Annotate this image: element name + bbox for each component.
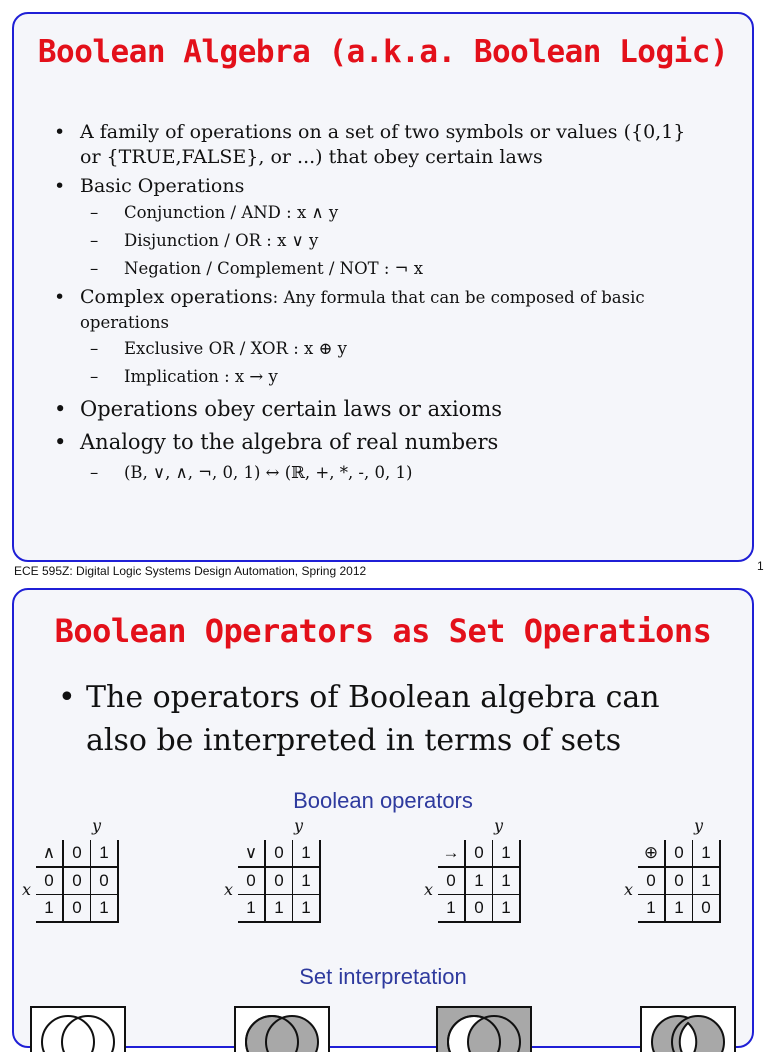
operator-symbol: ∧ xyxy=(36,840,63,867)
table-cell: 1 xyxy=(493,867,521,895)
bullet-laws: • Operations obey certain laws or axioms xyxy=(54,397,503,421)
operator-symbol: ⊕ xyxy=(638,840,665,867)
bullet-dot: • xyxy=(54,121,66,143)
x-variable-label: x xyxy=(424,880,434,899)
truth-table xyxy=(638,840,721,923)
row-header: 1 xyxy=(238,895,265,923)
table-cell: 0 xyxy=(265,867,293,895)
boolean-operators-heading: Boolean operators xyxy=(293,788,473,813)
slide-1-title: Boolean Algebra (a.k.a. Boolean Logic) xyxy=(37,34,729,70)
bullet-family: • A family of operations on a set of two symbols or values ({0,1} or {TRUE,FALSE}, or ...) that obey certain laws xyxy=(54,121,686,168)
page-number: 1 xyxy=(757,559,764,573)
sub-xor: – Exclusive OR / XOR : x ⊕ y xyxy=(90,339,347,358)
bullet-complex-operations: • Complex operations: Any formula that can be composed of basic operations xyxy=(54,286,645,332)
slide-footer: ECE 595Z: Digital Logic Systems Design Automation, Spring 2012 xyxy=(14,564,367,578)
operator-symbol: ∨ xyxy=(238,840,265,867)
x-variable-label: x xyxy=(22,880,32,899)
table-cell: 0 xyxy=(665,867,693,895)
column-header: 1 xyxy=(693,840,721,867)
column-header: 1 xyxy=(91,840,119,867)
slide-2 xyxy=(12,588,754,1048)
table-cell: 0 xyxy=(91,867,119,895)
row-header: 0 xyxy=(438,867,465,895)
bullet-set-interpretation: • The operators of Boolean algebra can also be interpreted in terms of sets xyxy=(58,680,660,758)
column-header: 0 xyxy=(465,840,493,867)
truth-table xyxy=(36,840,119,923)
row-header: 0 xyxy=(36,867,63,895)
table-cell: 1 xyxy=(293,867,321,895)
sub-implication: – Implication : x → y xyxy=(90,367,278,386)
y-variable-label: y xyxy=(92,816,102,835)
row-header: 1 xyxy=(638,895,665,923)
y-variable-label: y xyxy=(494,816,504,835)
sub-disjunction: – Disjunction / OR : x ∨ y xyxy=(90,231,319,250)
table-cell: 1 xyxy=(91,895,119,923)
y-variable-label: y xyxy=(694,816,704,835)
x-variable-label: x xyxy=(224,880,234,899)
truth-table-xor xyxy=(624,816,744,932)
column-header: 1 xyxy=(493,840,521,867)
table-cell: 0 xyxy=(63,867,91,895)
venn-and xyxy=(30,1006,126,1052)
column-header: 0 xyxy=(265,840,293,867)
table-cell: 0 xyxy=(63,895,91,923)
row-header: 1 xyxy=(36,895,63,923)
truth-table-implication xyxy=(424,816,544,932)
table-cell: 0 xyxy=(465,895,493,923)
table-cell: 1 xyxy=(665,895,693,923)
table-cell: 1 xyxy=(693,867,721,895)
sub-analogy: – (B, ∨, ∧, ¬, 0, 1) ↔ (ℝ, +, *, -, 0, 1) xyxy=(90,463,413,482)
bullet-basic-operations: • Basic Operations xyxy=(54,175,245,197)
truth-table-and xyxy=(22,816,142,932)
venn-xor xyxy=(640,1006,736,1052)
truth-table xyxy=(238,840,321,923)
row-header: 0 xyxy=(638,867,665,895)
column-header: 0 xyxy=(63,840,91,867)
venn-or xyxy=(234,1006,330,1052)
venn-implication xyxy=(436,1006,532,1052)
table-cell: 1 xyxy=(493,895,521,923)
row-header: 1 xyxy=(438,895,465,923)
column-header: 1 xyxy=(293,840,321,867)
sub-negation: – Negation / Complement / NOT : ¬ x xyxy=(90,259,424,278)
table-cell: 0 xyxy=(693,895,721,923)
y-variable-label: y xyxy=(294,816,304,835)
slide-1 xyxy=(12,12,754,562)
truth-table-or xyxy=(224,816,344,932)
table-cell: 1 xyxy=(265,895,293,923)
table-cell: 1 xyxy=(465,867,493,895)
sub-conjunction: – Conjunction / AND : x ∧ y xyxy=(90,203,339,222)
x-variable-label: x xyxy=(624,880,634,899)
truth-table xyxy=(438,840,521,923)
slide-2-title: Boolean Operators as Set Operations xyxy=(54,612,712,650)
row-header: 0 xyxy=(238,867,265,895)
operator-symbol: → xyxy=(438,840,465,867)
slide-1-bullets xyxy=(52,120,724,487)
column-header: 0 xyxy=(665,840,693,867)
bullet-analogy: • Analogy to the algebra of real numbers xyxy=(54,430,499,454)
table-cell: 1 xyxy=(293,895,321,923)
set-interpretation-heading: Set interpretation xyxy=(299,964,467,989)
